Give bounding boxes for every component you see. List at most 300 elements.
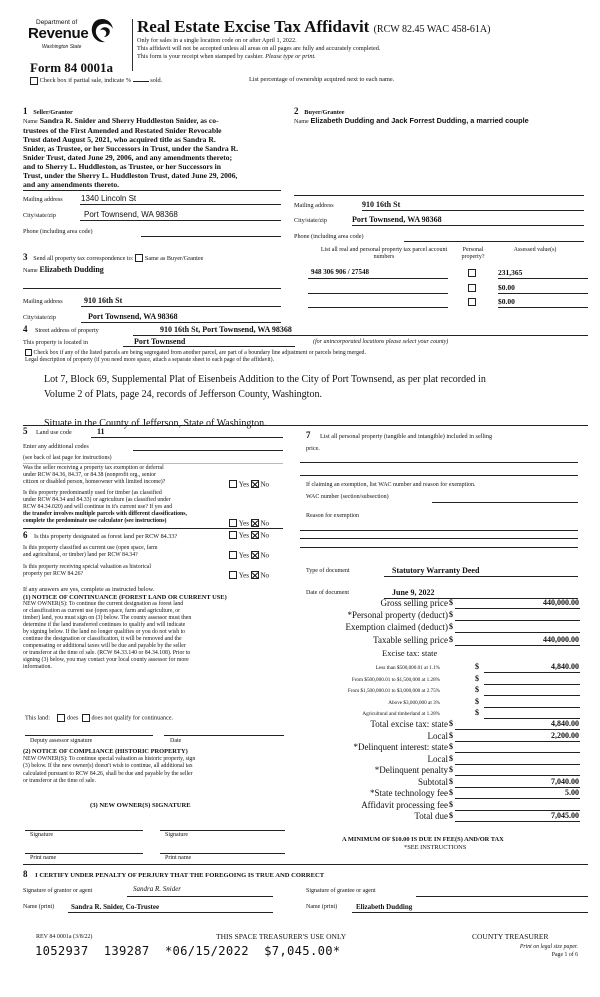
bracket-label: Less than $500,000.01 at 1.1% [375,665,440,671]
exemption-yes-no [229,480,269,488]
notice-line: calculated pursuant to RCW 84.26, shall be due and payable by the seller [23,770,193,777]
notice-line: (3) below. If the new owner(s) doesn't wish to continue, all additional tax [23,763,193,769]
owner-print-label-1: Print name [30,855,57,861]
tax-row-personal-property [300,610,580,622]
same-as-buyer-checkbox[interactable] [135,254,143,262]
dollar-sign: $ [449,742,453,751]
forest-q1-row [23,530,177,540]
seller-name-label: Name [23,118,38,125]
forest-q1: Is this property designated as forest land per RCW 84.33? [34,533,178,540]
divider [23,463,283,464]
buyer-section-num: 2 [294,106,299,116]
tax-row-label: Affidavit processing fee [361,800,448,810]
property-located-field[interactable]: Port Townsend [123,337,295,347]
bracket-value[interactable] [484,685,580,696]
legal-description-label: Legal description of property (if you need more space, attach a separate sheet to each page of the affidavit). [25,357,275,363]
bracket-label: From $1,500,000.01 to $3,000,000 at 2.75% [347,688,440,694]
grantee-signature-label: Signature of grantee or agent [306,888,376,894]
certify-statement: I CERTIFY UNDER PENALTY OF PERJURY THAT THE FOREGOING IS TRUE AND CORRECT [35,872,325,879]
dollar-sign: $ [449,765,453,774]
question-line: under RCW 84.36, 84.37, or 84.38 (nonprofit org., senior [23,472,156,478]
reason-label: Reason for exemption [306,513,359,519]
bracket-value[interactable] [484,708,580,719]
historical-no-checkbox[interactable] [251,571,259,579]
buyer-mailing-field[interactable]: 910 16th St [362,200,584,211]
divider [23,864,588,865]
logo-revenue: Revenue [28,25,89,42]
wac-label: WAC number (section/subsection) [306,494,389,500]
rev-number: REV 84 0001a (3/8/22) [36,934,93,940]
correspondence-section-num: 3 [23,252,28,262]
partial-sale-checkbox[interactable] [30,77,38,85]
correspondence-mailing-row [23,296,281,308]
personal-property-header [306,429,586,455]
certify-statement-row [23,869,324,879]
exemption-no-checkbox[interactable] [251,480,259,488]
seller-name-line: and any amendments thereto. [23,180,120,189]
tax-row-exemption [300,622,580,634]
tax-row-label: *Personal property (deduct) [347,610,448,620]
no-label: No [260,480,269,489]
tax-row-label: Total due [414,811,448,821]
correspondence-header [23,252,203,262]
correspondence-name-row [23,265,104,274]
seller-phone-field[interactable] [141,226,281,237]
personal-property-section-num: 7 [306,430,311,440]
legal-paper-note: Print on legal size paper. [519,944,578,950]
dollar-sign: $ [449,719,453,728]
correspondence-city-field[interactable]: Port Townsend, WA 98368 [81,312,281,323]
tax-row-value[interactable] [455,765,580,776]
notice-continuance-title: (1) NOTICE OF CONTINUANCE (FOREST LAND OR CURRENT USE) [23,594,227,601]
tax-row-label: Subtotal [417,777,448,787]
personal-property-line[interactable] [300,462,578,463]
notice-line: by signing below. If the land no longer qualifies or you do not wish to [23,629,186,635]
tax-row-value[interactable]: 7,040.00 [455,777,580,788]
bracket-value[interactable] [484,674,580,685]
dollar-sign: $ [475,697,479,706]
form-title-text: Real Estate Excise Tax Affidavit [137,17,370,36]
buyer-city-row [294,215,584,227]
minimum-due-note: A MINIMUM OF $10.00 IS DUE IN FEE(S) AND/OR TAX [342,836,504,843]
form-number: Form 84 0001a [30,60,114,75]
dollar-sign: $ [449,610,453,619]
seller-name-line: trustees of the First Amended and Restated Snider Revocable [23,126,222,135]
tax-row-label: Total excise tax: state [370,719,448,729]
exemption-note: If claiming an exemption, list WAC number and reason for exemption. [306,482,476,488]
notice-line: NEW OWNER(S): To continue the current designation as forest land [23,601,184,607]
parcel-number-field[interactable] [308,297,448,308]
partial-sale-percent-field[interactable] [133,75,149,82]
document-type-label: Type of document [306,568,350,574]
total-due-row [300,811,580,823]
additional-codes-field[interactable] [133,441,283,451]
notice-compliance-title: (2) NOTICE OF COMPLIANCE (HISTORIC PROPERTY) [23,748,188,755]
bracket-row [300,685,580,697]
correspondence-city-label: City/state/zip [23,314,56,321]
grantor-name-field[interactable]: Sandra R. Snider, Co-Trustee [68,901,273,913]
dollar-sign: $ [449,811,453,820]
buyer-phone-field[interactable] [404,231,584,242]
current-use-yes-checkbox[interactable] [229,551,237,559]
receipt-stamp: 1052937 139287 *06/15/2022 $7,045.00* [35,944,341,958]
notice-line: timber) land, you must sign on (3) below. The county assessor must then [23,615,192,621]
buyer-city-field[interactable]: Port Townsend, WA 98368 [352,215,584,226]
seller-name-line: Trust dated August 5, 2021, who acquired title as Sandra R. [23,135,216,144]
correspondence-mailing-field[interactable]: 910 16th St [81,296,281,307]
notice-compliance [23,748,288,786]
see-back-note: (see back of last page for instructions) [23,455,112,461]
notice-line: or transferor at the time of sale. [23,778,96,784]
divider [23,190,281,191]
personal-property-checkbox[interactable] [468,284,476,292]
notice-line: or transferor at the time of sale. (RCW 84.33.140 or 84.34.108). Prior to [23,650,191,656]
question-line: Is this property classified as current use (open space, farm [23,545,158,551]
owner-signature-label-2: Signature [165,832,188,838]
logo-dept-line: Department of [36,19,78,26]
tax-row-label: *Delinquent interest: state [353,742,448,752]
deputy-date-line[interactable] [164,735,284,736]
technology-fee-row [300,788,580,800]
segregated-row [25,349,366,356]
parcel-column-header: List all real and personal property tax parcel account numbers [320,247,448,260]
tax-row-value[interactable]: 7,045.00 [455,811,580,822]
new-owner-signature-heading: (3) NEW OWNER(S) SIGNATURE [90,802,191,809]
owner-signature-line-1[interactable] [25,830,143,831]
ownership-note: List percentage of ownership acquired next to each name. [249,76,395,83]
page-number: Page 1 of 6 [551,952,578,958]
tax-row-value[interactable]: 5.00 [455,788,580,799]
property-located-label: This property is located in [23,339,88,346]
no-label: No [260,519,269,528]
buyer-phone-row [294,231,584,243]
tax-row-value[interactable] [455,622,580,633]
logo-state: Washington State [42,44,82,50]
treasurer-use-only: THIS SPACE TREASURER'S USE ONLY [216,932,347,941]
notice-line: compensating or additional taxes will be due and payable by the seller [23,643,186,649]
assessed-value-field[interactable]: 231,365 [498,268,588,279]
assessed-value-field[interactable]: $0.00 [498,297,588,308]
notice-line: or classification as current use (open space, farm and agriculture, or [23,608,181,614]
partial-sale-label: Check box if partial sale, indicate % [39,77,132,84]
no-label: No [260,571,269,580]
property-street-row [23,325,588,337]
same-as-buyer-label: Same as Buyer/Grantee [144,255,204,262]
buyer-section-header [294,106,344,116]
tax-row-value[interactable] [455,610,580,621]
question-line: complete the predominate use calculator (see instructions) [23,518,167,524]
seller-name-line: and to Sherry L. Huddleston, as Trustee, or her Successors in [23,162,221,171]
dollar-sign: $ [475,685,479,694]
additional-codes-row [23,441,283,452]
wac-field[interactable] [432,493,578,503]
timber-yes-no [229,519,269,527]
correspondence-mailing-label: Mailing address [23,298,63,305]
reason-line[interactable] [300,538,578,539]
this-land-row [25,714,173,722]
buyer-mailing-row [294,200,584,212]
segregated-checkbox[interactable] [25,349,32,356]
owner-signature-label-1: Signature [30,832,53,838]
header-note-3-text: This form is your receipt when stamped by cashier. [137,53,264,60]
tax-row-label: Gross selling price [380,598,448,608]
tax-row-value[interactable] [455,742,580,753]
grantor-name-row [23,901,273,913]
forest-section-num: 6 [23,530,28,540]
forest-q1-yes-no [229,531,269,539]
delinquent-interest-state-row [300,742,580,754]
parcel-row [308,283,588,295]
county-treasurer: COUNTY TREASURER [472,932,549,941]
assessed-value-field[interactable]: $0.00 [498,283,588,294]
question-line: citizen or disabled person, homeowner with limited income)? [23,479,166,485]
exemption-yes-checkbox[interactable] [229,480,237,488]
buyer-phone-label: Phone (including area code) [294,233,364,240]
buyer-name-label: Name [294,118,309,125]
exemption-question [23,465,223,486]
land-use-code-field[interactable]: 11 [91,427,283,438]
divider [294,195,584,196]
grantor-signature-label: Signature of grantor or agent [23,888,93,894]
segregated-label: Check box if any of the listed parcels are being segregated from another parcel, are part of a boundary line adjustment or parcels being merged. [33,349,366,356]
bracket-label: Above $3,000,000 at 3% [388,700,440,706]
does-not-label: does not qualify for continuance. [91,714,174,722]
yes-label: Yes [238,571,249,580]
additional-codes-label: Enter any additional codes [23,443,89,450]
does-qualify-checkbox[interactable] [57,714,65,722]
owner-print-line-2[interactable] [160,853,285,854]
tax-row-label: Taxable selling price [373,635,448,645]
dollar-sign: $ [449,635,453,644]
tax-row-value[interactable] [455,754,580,765]
legal-description[interactable] [44,372,486,431]
question-line: property per RCW 84.26? [23,571,84,577]
personal-property-label: List all personal property (tangible and intangible) included in selling [320,433,493,440]
question-line: and agricultural, or timber) land per RCW 84.34? [23,552,138,558]
property-section-num: 4 [23,324,28,334]
owner-print-line-1[interactable] [25,853,143,854]
dollar-sign: $ [449,622,453,631]
property-street-label: Street address of property [35,327,99,334]
current-use-yes-no [229,551,269,559]
dollar-sign: $ [449,788,453,797]
property-street-field[interactable]: 910 16th St, Port Townsend, WA 98368 [133,325,588,336]
does-not-qualify-checkbox[interactable] [82,714,90,722]
land-use-code-row [23,427,283,439]
question-line: the transfer involves multiple parcels with different classifications, [23,511,187,517]
buyer-section-label: Buyer/Grantee [304,109,345,116]
yes-label: Yes [238,551,249,560]
timber-no-checkbox[interactable] [251,519,259,527]
tax-row-label: Local [427,754,448,764]
personal-property-checkbox[interactable] [468,298,476,306]
seller-city-row [23,210,281,222]
seller-section-header [23,106,73,116]
owner-signature-line-2[interactable] [160,830,285,831]
dor-logo [28,18,123,58]
no-label: No [260,551,269,560]
timber-question [23,490,223,525]
total-excise-state-row [300,719,580,731]
deputy-date-label: Date [170,738,182,744]
dollar-sign: $ [449,800,453,809]
legal-description-line: Situate in the County of Jefferson, State of Washington. [44,418,267,429]
seller-name-line: Sandra R. Snider and Sherry Huddleston Snider, as co- [39,116,219,125]
grantee-signature-field[interactable] [416,885,588,897]
question-line: under RCW 84.34 and 84.33) or agriculture (as classified under [23,497,171,503]
legal-description-line: Lot 7, Block 69, Supplemental Plat of Eisenbeis Addition to the City of Port Townsend, as per plat recorded in [44,374,486,385]
timber-yes-checkbox[interactable] [229,519,237,527]
bracket-value[interactable] [484,697,580,708]
grantee-name-row [306,901,588,913]
land-use-section-num: 5 [23,426,28,436]
partial-sale-suffix: sold. [150,77,163,84]
grantor-signature-field[interactable]: Sandra R. Snider [127,885,273,897]
seller-name-block [23,116,288,189]
document-date-label: Date of document [306,590,349,596]
bracket-value[interactable]: 4,840.00 [484,662,580,673]
no-label: No [260,531,269,540]
tax-row-gross [300,598,580,610]
dor-swirl-icon [90,18,114,44]
header-note-3-italic: Please type or print. [265,53,316,60]
buyer-name-value[interactable]: Elizabeth Dudding and Jack Forrest Dudding, a married couple [310,116,529,125]
header-note-1: Only for sales in a single location code on or after April 1, 2022. [137,37,297,44]
tax-row-label: *State technology fee [370,788,448,798]
dollar-sign: $ [449,777,453,786]
forest-yes-checkbox[interactable] [229,531,237,539]
dollar-sign: $ [475,708,479,717]
personal-property-line[interactable] [300,475,578,476]
dollar-sign: $ [449,598,453,607]
seller-city-label: City/state/zip [23,212,56,219]
property-located-row [23,337,588,348]
buyer-name-row [294,116,529,125]
parcel-number-field[interactable]: 948 306 906 / 27548 [308,268,448,279]
buyer-city-label: City/state/zip [294,217,327,224]
seller-name-line: Snider Trust, dated June 29, 2006, and any amendments thereto; [23,153,233,162]
wac-row [306,493,578,504]
current-use-no-checkbox[interactable] [251,551,259,559]
excise-heading: Excise tax: state [382,648,438,658]
tax-row-value[interactable] [455,800,580,811]
current-use-question [23,545,223,559]
document-date-field[interactable]: June 9, 2022 [384,588,578,599]
grantor-name-label: Name (print) [23,904,55,910]
bracket-row [300,662,580,674]
form-title-ref: (RCW 82.45 WAC 458-61A) [373,24,491,35]
bracket-label: From $500,000.01 to $1,500,000 at 1.28% [351,677,440,683]
delinquent-penalty-row [300,765,580,777]
correspondence-city-row [23,312,281,324]
notice-line: NEW OWNER(S): To continue special valuation as historic property, sign [23,755,196,762]
bracket-label: Agricultural and timberland at 1.28% [362,711,440,717]
document-type-row [306,566,578,578]
historical-yes-no [229,571,269,579]
seller-phone-label: Phone (including area code) [23,228,93,235]
grantor-signature-row [23,885,273,897]
legal-description-line: Volume 2 of Plats, page 24, records of Jefferson County, Washington. [44,389,322,400]
land-use-code-label: Land use code [36,429,72,436]
seller-section-num: 1 [23,106,28,116]
question-line: Was the seller receiving a property tax exemption or deferral [23,465,164,471]
certify-section-num: 8 [23,869,28,879]
parcel-row [308,297,588,309]
dollar-sign: $ [475,662,479,671]
grantee-name-label: Name (print) [306,904,338,910]
dollar-sign: $ [449,731,453,740]
this-land-label: This land: [25,714,50,722]
yes-label: Yes [238,480,249,489]
grantee-signature-row [306,885,588,897]
tax-row-label: Local [427,731,448,741]
personal-property-label-2: price. [306,445,320,452]
seller-city-field[interactable]: Port Townsend, WA 98368 [80,210,281,221]
tax-row-taxable [300,635,580,647]
tax-row-value[interactable]: 2,200.00 [455,731,580,742]
document-type-field[interactable]: Statutory Warranty Deed [384,566,578,577]
buyer-mailing-label: Mailing address [294,202,334,209]
header-note-3 [137,53,316,60]
tax-row-value[interactable]: 440,000.00 [455,598,580,609]
seller-name-line: Snider, as Trustee, or her Successors in Trust, under the Sandra R. [23,144,238,153]
seller-mailing-label: Mailing address [23,196,63,203]
seller-name-line: Trust, under the Sherry L. Huddleston Trust, dated June 29, 2006, [23,171,238,180]
personal-property-checkbox[interactable] [468,269,476,277]
if-yes-note: If any answers are yes, complete as instructed below. [23,586,155,593]
dollar-sign: $ [449,754,453,763]
question-line: Is this property predominantly used for timber (as classified [23,490,162,496]
yes-label: Yes [238,531,249,540]
notice-line: continue the designation or classification, it will be removed and the [23,636,182,642]
question-line: RCW 84.34.020) and will continue in it's current use? If yes and [23,504,173,510]
partial-sale-row [30,75,162,85]
reason-line[interactable] [300,530,578,531]
see-instructions-note: *SEE INSTRUCTIONS [404,844,467,851]
tax-row-label: Exemption claimed (deduct) [345,622,448,632]
notice-line: determine if the land transferred continues to qualify and will indicate [23,622,186,628]
correspondence-name-label: Name [23,267,38,274]
historical-question [23,564,223,578]
divider [23,425,588,426]
header-divider [132,19,133,71]
question-line: Is this property receiving special valuation as historical [23,564,151,570]
reason-line[interactable] [300,547,578,548]
form-title [137,17,490,37]
deputy-signature-line[interactable] [25,735,153,736]
personal-column-header: Personal property? [461,247,485,260]
tax-row-value[interactable]: 440,000.00 [455,635,580,646]
seller-mailing-field[interactable]: 1340 Lincoln St [80,194,281,205]
divider [23,288,281,289]
tax-row-value[interactable]: 4,840.00 [455,719,580,730]
correspondence-label: Send all property tax correspondence to: [33,255,134,262]
forest-no-checkbox[interactable] [251,531,259,539]
parcel-number-field[interactable] [308,283,448,294]
notice-line: signing (3) below, you may contact your local county assessor for more [23,657,189,663]
seller-section-label: Seller/Grantor [33,109,73,116]
assessed-column-header: Assessed value(s) [513,247,557,253]
does-label: does [67,714,79,722]
deputy-signature-label: Deputy assessor signature [30,738,93,744]
historical-yes-checkbox[interactable] [229,571,237,579]
correspondence-name-value[interactable]: Elizabeth Dudding [39,265,104,274]
yes-label: Yes [238,519,249,528]
grantee-name-field[interactable]: Elizabeth Dudding [352,901,588,913]
owner-print-label-2: Print name [165,855,192,861]
dollar-sign: $ [475,674,479,683]
seller-mailing-row [23,194,281,206]
